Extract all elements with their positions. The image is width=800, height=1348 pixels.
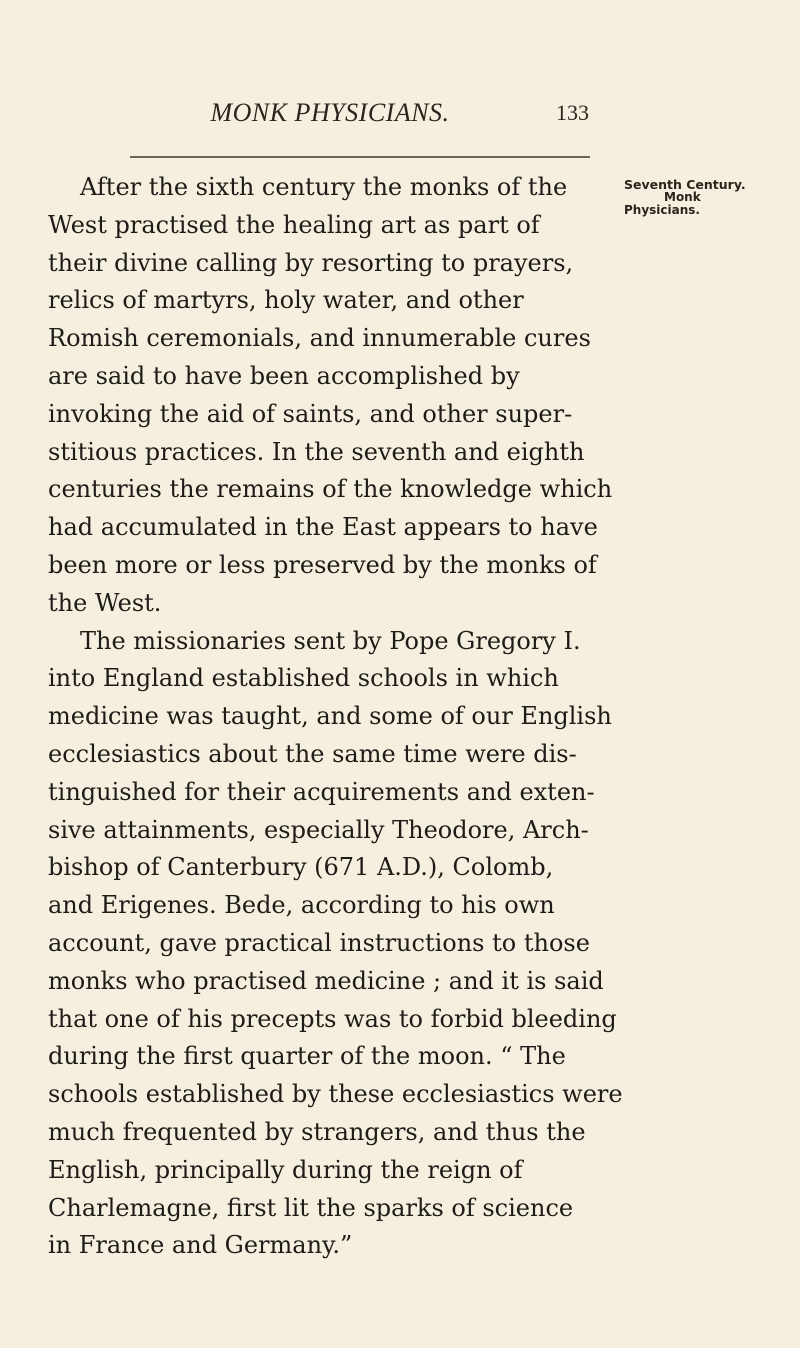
text-line: stitious practices. In the seventh and eighth — [48, 437, 585, 466]
text-line: during the first quarter of the moon. “ The — [48, 1042, 566, 1071]
text-line: been more or less preserved by the monks of — [48, 550, 597, 579]
page-number: 133 — [556, 100, 589, 125]
text-line: sive attainments, especially Theodore, Arch- — [48, 815, 589, 844]
body-text — [48, 169, 623, 1265]
text-line: Charlemagne, first lit the sparks of science — [48, 1193, 574, 1222]
text-line: The missionaries sent by Pope Gregory I. — [80, 626, 581, 655]
text-line: that one of his precepts was to forbid bleeding — [48, 1004, 617, 1033]
text-line: are said to have been accomplished by — [48, 361, 520, 390]
text-line: into England established schools in which — [48, 664, 559, 693]
text-line: their divine calling by resorting to prayers, — [48, 248, 574, 277]
text-line: English, principally during the reign of — [48, 1155, 523, 1184]
paragraph-2 — [48, 623, 623, 1266]
text-line: had accumulated in the East appears to have — [48, 513, 598, 542]
text-line: Romish ceremonials, and innumerable cures — [48, 324, 591, 353]
text-line: relics of martyrs, holy water, and other — [48, 286, 524, 315]
page-header — [0, 98, 800, 138]
marginal-note-line: Physicians. — [624, 203, 700, 217]
text-line: much frequented by strangers, and thus the — [48, 1117, 586, 1146]
marginal-note — [624, 178, 800, 217]
text-line: West practised the healing art as part of — [48, 210, 540, 239]
text-line: bishop of Canterbury (671 A.D.), Colomb, — [48, 853, 554, 882]
paragraph-1 — [48, 169, 618, 623]
text-line: monks who practised medicine ; and it is said — [48, 966, 604, 995]
text-line: ecclesiastics about the same time were dis- — [48, 739, 577, 768]
text-line: schools established by these ecclesiastics were — [48, 1080, 623, 1109]
text-line: invoking the aid of saints, and other super- — [48, 399, 573, 428]
running-title: MONK PHYSICIANS. — [210, 98, 450, 127]
text-line: tinguished for their acquirements and exten- — [48, 777, 595, 806]
marginal-note-line: Monk — [664, 190, 701, 204]
marginal-note-line: Seventh Century. — [624, 177, 746, 192]
text-line: centuries the remains of the knowledge which — [48, 475, 613, 504]
text-line: in France and Germany.” — [48, 1231, 353, 1260]
text-line: the West. — [48, 588, 162, 617]
text-line: After the sixth century the monks of the — [80, 173, 568, 201]
text-line: account, gave practical instructions to those — [48, 928, 590, 957]
text-line: and Erigenes. Bede, according to his own — [48, 891, 555, 920]
header-rule — [130, 156, 590, 158]
text-line: medicine was taught, and some of our English — [48, 702, 612, 731]
